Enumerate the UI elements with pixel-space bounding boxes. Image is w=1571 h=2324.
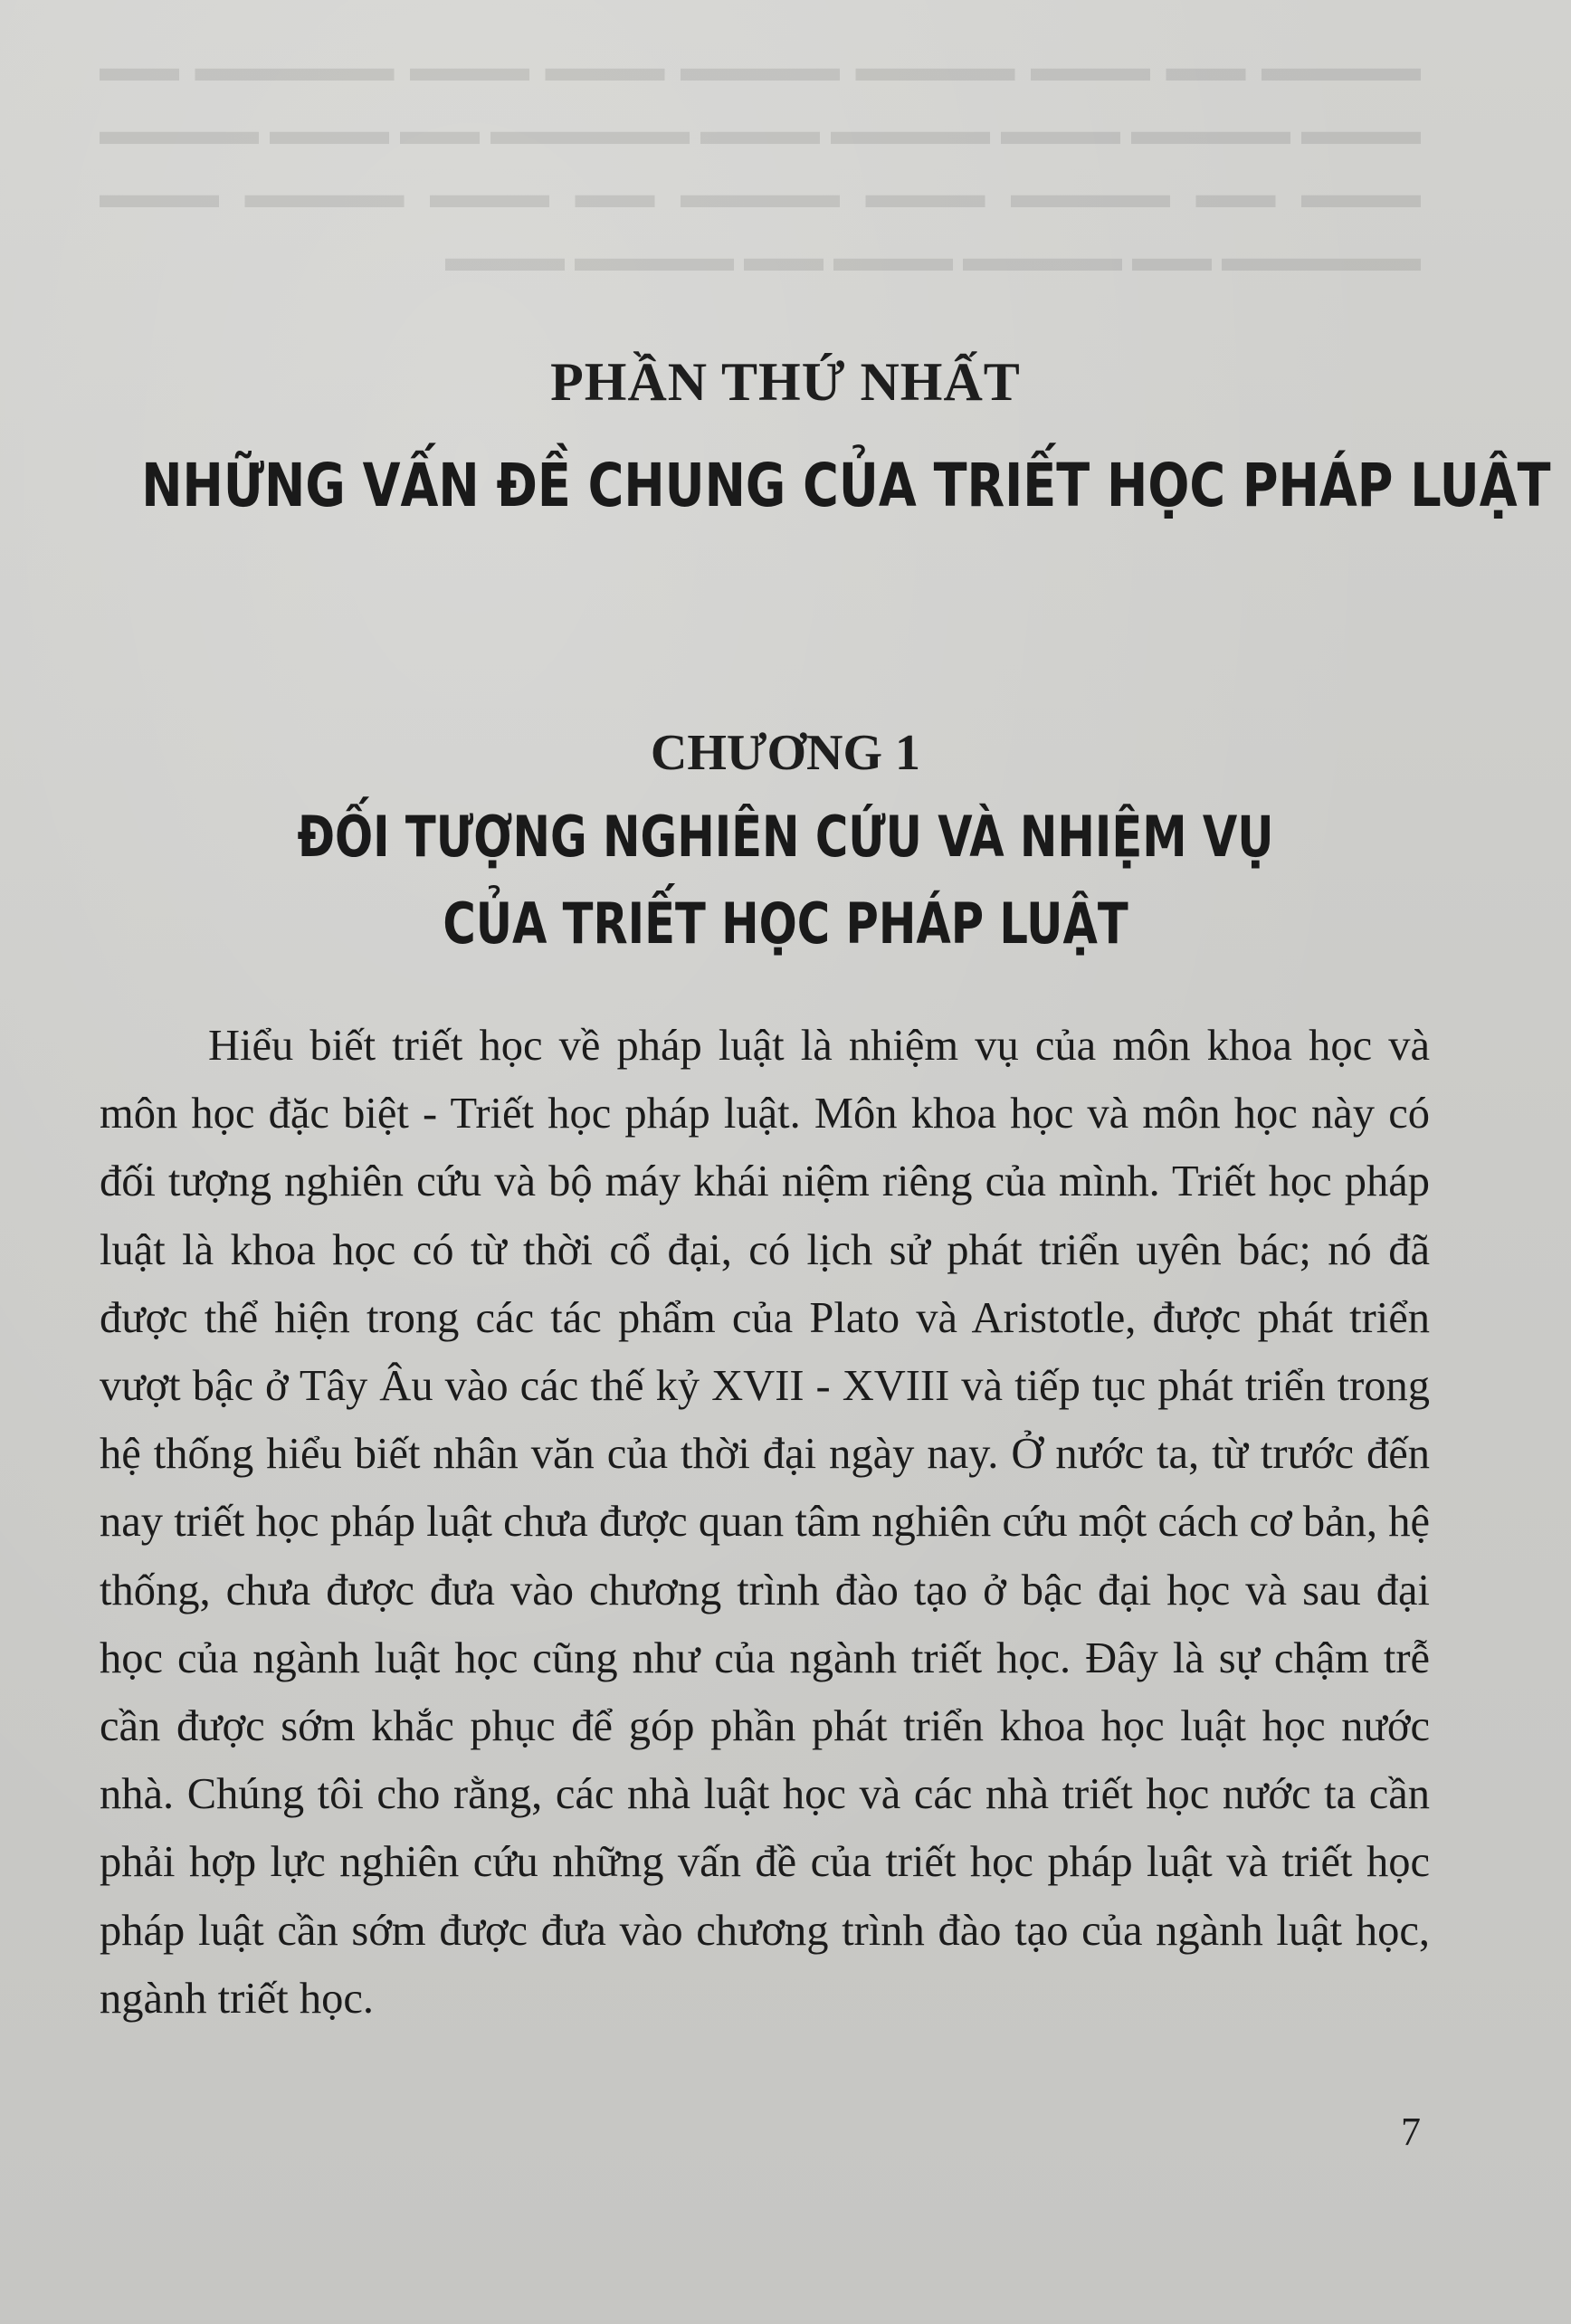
- chapter-number: CHƯƠNG 1: [650, 725, 921, 781]
- bleed-through-texture: ▬▬▬▬ ▬▬ ▬▬▬ ▬▬▬▬ ▬▬▬▬ ▬▬▬ ▬▬▬ ▬▬▬▬▬ ▬▬ ▬▬▬ ▬▬▬▬ ▬▬▬ ▬▬▬▬ ▬▬▬ ▬▬▬▬▬ ▬▬ ▬▬▬ ▬▬▬▬ ▬▬▬ ▬▬ ▬▬▬▬ ▬▬▬ ▬▬▬▬ ▬▬ ▬▬▬ ▬▬▬▬ ▬▬▬ ▬▬▬▬▬ ▬▬ ▬▬▬▬ ▬▬▬ ▬▬ ▬▬▬▬ ▬▬▬: [100, 45, 1421, 280]
- chapter-heading-line-1: ĐỐI TƯỢNG NGHIÊN CỨU VÀ NHIỆM VỤ: [297, 804, 1274, 870]
- page-number: 7: [1401, 2110, 1421, 2154]
- body-paragraph: Hiểu biết triết học về pháp luật là nhiệm vụ của môn khoa học và môn học đặc biệt - Triết học pháp luật. Môn khoa học và môn học này có đối tượng nghiên cứu và bộ máy khái niệm riêng của mình. Triết học pháp luật là khoa học có từ thời cổ đại, có lịch sử phát triển uyên bác; nó đã được thể hiện trong các tác phẩm của Plato và Aristotle, được phát triển vượt bậc ở Tây Âu vào các thế kỷ XVII - XVIII và tiếp tục phát triển trong hệ thống hiểu biết nhân văn của thời đại ngày nay. Ở nước ta, từ trước đến nay triết học pháp luật chưa được quan tâm nghiên cứu một cách cơ bản, hệ thống, chưa được đưa vào chương trình đào tạo ở bậc đại học và sau đại học của ngành luật học cũng như của ngành triết học. Đây là sự chậm trễ cần được sớm khắc phục để góp phần phát triển khoa học luật học nước nhà. Chúng tôi cho rằng, các nhà luật học và các nhà triết học nước ta cần phải hợp lực nghiên cứu những vấn đề của triết học pháp luật và triết học pháp luật cần sớm được đưa vào chương trình đào tạo của ngành luật học, ngành triết học.: [100, 1022, 1430, 2023]
- part-subtitle: NHỮNG VẤN ĐỀ CHUNG CỦA TRIẾT HỌC PHÁP LUẬT: [141, 451, 1551, 520]
- chapter-heading-line-2: CỦA TRIẾT HỌC PHÁP LUẬT: [443, 891, 1128, 957]
- part-title: PHẦN THỨ NHẤT: [550, 352, 1021, 412]
